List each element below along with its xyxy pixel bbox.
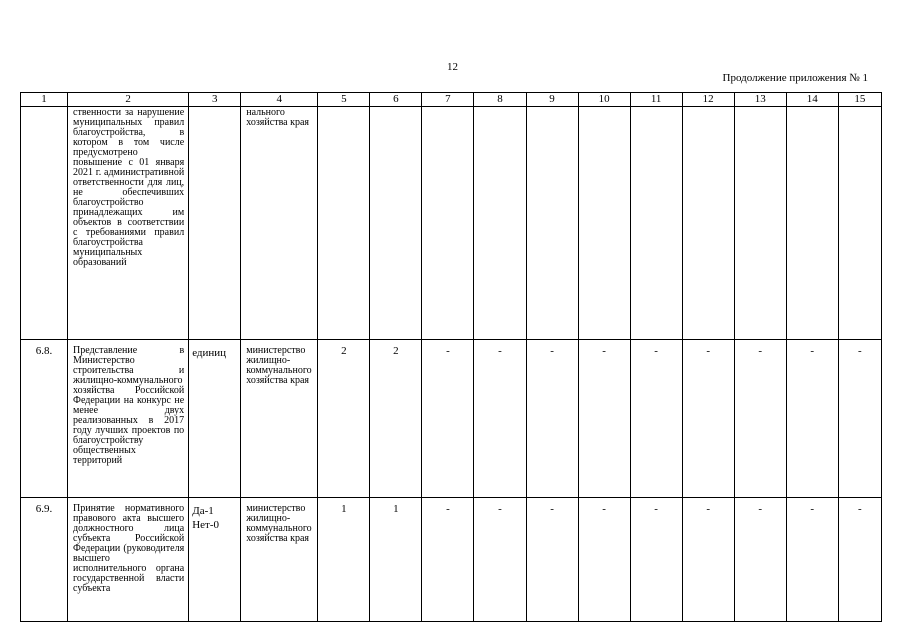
row-responsible-text: министерство жилищно-коммунального хозяйства края [246, 503, 312, 544]
value-cell: - [422, 340, 474, 498]
value-cell: - [474, 340, 526, 498]
row-unit [189, 107, 241, 340]
value-cell [318, 107, 370, 340]
value-cell: - [422, 498, 474, 622]
row-number: 6.8. [21, 340, 68, 498]
value-cell: - [526, 340, 578, 498]
row-description [68, 340, 189, 498]
page-number: 12 [447, 61, 458, 73]
appendix-label: Продолжение приложения № 1 [722, 72, 868, 84]
value-cell [526, 107, 578, 340]
value-cell [682, 107, 734, 340]
row-description-text: Принятие нормативного правового акта высшего должностного лица субъекта Российской Федерации (руководителя высшего исполнительного органа государственной власти субъекта [73, 503, 185, 594]
value-cell [838, 107, 881, 340]
header-cell: 11 [630, 93, 682, 107]
row-number: 6.9. [21, 498, 68, 622]
value-cell: - [630, 340, 682, 498]
value-cell [630, 107, 682, 340]
value-cell: - [578, 498, 630, 622]
row-description-text: Представление в Министерство строительства и жилищно-коммунального хозяйства Российской Федерации на конкурс не менее двух реализованных в 2017 году лучших проектов по благоустройству общественных территорий [73, 345, 185, 466]
value-cell [370, 107, 422, 340]
row-description [68, 107, 189, 340]
header-cell: 14 [786, 93, 838, 107]
header-cell: 8 [474, 93, 526, 107]
header-cell: 2 [68, 93, 189, 107]
header-cell: 3 [189, 93, 241, 107]
value-cell: - [474, 498, 526, 622]
header-cell: 5 [318, 93, 370, 107]
row-unit: единиц [189, 340, 241, 498]
row-description [68, 498, 189, 622]
value-cell [474, 107, 526, 340]
table-row [21, 107, 882, 340]
header-cell: 4 [241, 93, 318, 107]
row-responsible [241, 340, 318, 498]
value-cell: - [734, 340, 786, 498]
value-cell: - [838, 340, 881, 498]
header-cell: 6 [370, 93, 422, 107]
header-row [21, 93, 882, 107]
row-responsible-text: министерство жилищно-коммунального хозяйства края [246, 345, 312, 386]
row-responsible [241, 107, 318, 340]
row-responsible [241, 498, 318, 622]
row-responsible-text: нального хозяйства края [246, 107, 309, 128]
value-cell: 1 [318, 498, 370, 622]
value-cell: 1 [370, 498, 422, 622]
table-row [21, 340, 882, 498]
value-cell: - [734, 498, 786, 622]
table-row [21, 498, 882, 622]
value-cell [786, 107, 838, 340]
value-cell: - [578, 340, 630, 498]
value-cell: - [630, 498, 682, 622]
header-cell: 15 [838, 93, 881, 107]
value-cell [578, 107, 630, 340]
value-cell: - [682, 340, 734, 498]
value-cell: - [682, 498, 734, 622]
header-cell: 12 [682, 93, 734, 107]
row-number [21, 107, 68, 340]
appendix-table [20, 92, 882, 622]
value-cell: 2 [370, 340, 422, 498]
value-cell [422, 107, 474, 340]
header-cell: 9 [526, 93, 578, 107]
row-unit: Да-1 Нет-0 [189, 498, 241, 622]
value-cell: 2 [318, 340, 370, 498]
value-cell: - [838, 498, 881, 622]
row-description-text: ственности за нарушение муниципальных правил благоустройства, в котором в том числе предусмотрено повышение с 01 января 2021 г. административной ответственности для лиц, не обеспечивших благоустройство принадлежащих им объектов в соответствии с требованиями правил благоустройства муниципальных образований [73, 107, 185, 268]
header-cell: 7 [422, 93, 474, 107]
header-cell: 10 [578, 93, 630, 107]
value-cell [734, 107, 786, 340]
value-cell: - [786, 340, 838, 498]
header-cell: 13 [734, 93, 786, 107]
header-cell: 1 [21, 93, 68, 107]
value-cell: - [786, 498, 838, 622]
value-cell: - [526, 498, 578, 622]
